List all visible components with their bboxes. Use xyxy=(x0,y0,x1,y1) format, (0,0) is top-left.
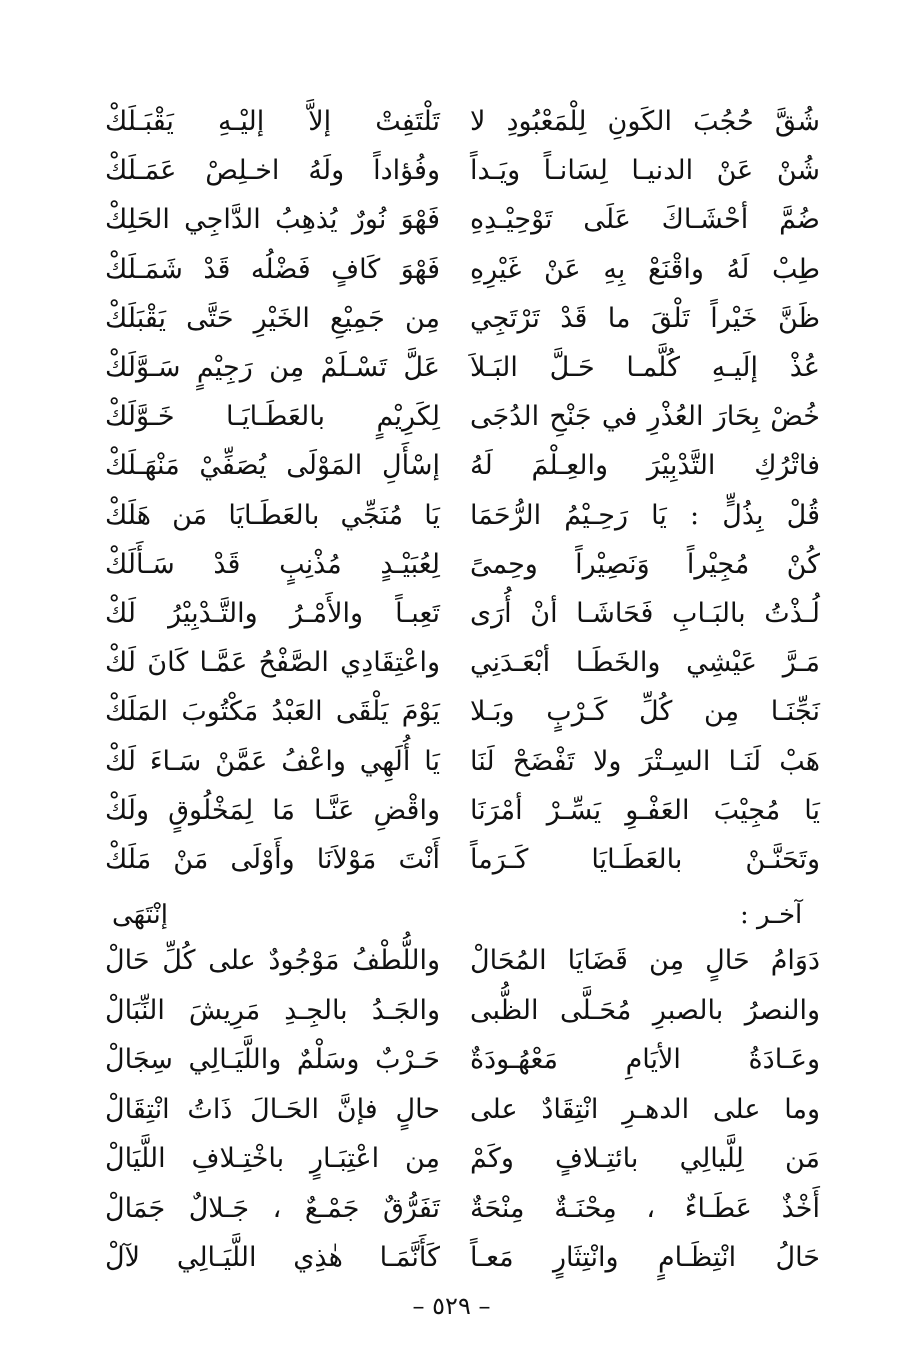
verse-second-hemistich: تَعِبـاً والأَمْـرُ والتَّـدْبِيْرُ لَكْ xyxy=(105,598,440,629)
page-number: – ٥٢٩ – xyxy=(412,1292,491,1320)
verse-first-hemistich: كُنْ مُجِيْراً وَنَصِيْراً وحِمىً xyxy=(470,548,820,580)
verse-second-hemistich: لِعُبَيْـدٍ مُذْنِبٍ قَدْ سَـأَلَكْ xyxy=(105,548,440,580)
verse-first-hemistich: طِبْ لَهُ واقْنَعْ بِهِ عَنْ غَيْرِهِ xyxy=(470,253,820,285)
verse-first-hemistich: عُذْ إلَيـهِ كُلَّمـا حَـلَّ البَـلاَ xyxy=(470,352,820,383)
verse-second-hemistich: تَفَرُّقٌ جَمْـعٌ ، جَـلالٌ جَمَالْ xyxy=(105,1192,440,1224)
verse-first-hemistich: قُلْ بِذُلٍّ : يَا رَحِـيْمُ الرُّحَمَا xyxy=(470,499,820,531)
verse-second-hemistich: مِن اعْتِبَـارٍ باخْتِـلافِ اللَّيَالْ xyxy=(105,1143,440,1174)
verse-first-hemistich: لُـذْتُ بالبَـابِ فَحَاشَـا أنْ أُرَى xyxy=(470,598,820,629)
verse-first-hemistich: هَبْ لَنَـا السِـتْرَ ولا تَفْضَحْ لَنَا xyxy=(470,745,820,777)
end-label: إنْتَهَى xyxy=(112,900,168,930)
verse-second-hemistich: يَوْمَ يَلْقَى العَبْدُ مَكْتُوبَ المَلَكْ xyxy=(105,696,440,728)
verse-first-hemistich: وعَـادَةُ الأيَامِ مَعْهُـودَةٌ xyxy=(470,1044,820,1075)
verse-first-hemistich: خُضْ بِحَارَ العُذْرِ في جَنْحِ الدُجَى xyxy=(470,401,820,433)
verse-second-hemistich: إسْأَلِ المَوْلَى يُصَفِّيْ مَنْهَـلَكْ xyxy=(105,450,440,482)
verse-first-hemistich: يَا مُجِيْبَ العَفْـوِ يَسِّـرْ أمْرَنَا xyxy=(470,794,820,826)
verse-first-hemistich: مَـرَّ عَيْشِي والخَطَـا أبْعَـدَنِي xyxy=(470,647,820,679)
verse-first-hemistich: أَخْذٌ عَطَـاءٌ ، مِحْنَـةٌ مِنْحَةٌ xyxy=(470,1192,820,1224)
verse-first-hemistich: حَالُ انْتِظَـامٍ وانْتِثَارٍ مَعـاً xyxy=(470,1242,820,1273)
verse-first-hemistich: ضُمَّ أحْشَـاكَ عَلَى تَوْحِيْـدِهِ xyxy=(470,204,820,236)
verse-second-hemistich: والجَـدُ بالجِـدِ مَرِيشَ النِّبَالْ xyxy=(105,994,440,1026)
verse-first-hemistich: وما على الدهـرِ انْتِقَادٌ على xyxy=(470,1093,820,1125)
verse-first-hemistich: دَوَامُ حَالٍ مِن قَضَايَا المُحَالْ xyxy=(470,945,820,976)
verse-second-hemistich: فَهْوَ كَافٍ فَضْلُه قَدْ شَمَـلَكْ xyxy=(105,253,440,285)
verse-second-hemistich: واللُّطْفُ مَوْجُودٌ على كُلِّ حَالْ xyxy=(105,945,440,976)
verse-second-hemistich: مِن جَمِيْعِ الخَيْرِ حَتَّى يَقْبَلَكْ xyxy=(105,302,440,334)
verse-first-hemistich: مَن لِلَّيالِي بائتِـلافٍ وكَمْ xyxy=(470,1143,820,1174)
verse-second-hemistich: يَا مُنَجِّي بالعَطَـايَا مَن هَلَكْ xyxy=(105,499,440,531)
verse-second-hemistich: واقْضِ عَنَّـا مَا لِمَخْلُوقٍ ولَكْ xyxy=(105,794,440,826)
verse-second-hemistich: كَأَنَّمَـا هٰذِي اللَّيَـالِي لآلْ xyxy=(105,1242,440,1273)
verse-second-hemistich: فَهْوَ نُورٌ يُذهِبُ الدَّاجِي الحَلِكْ xyxy=(105,204,440,236)
verse-second-hemistich: لِكَرِيْمٍ بالعَطَـايَـا خَـوَّلَكْ xyxy=(105,401,440,433)
verse-first-hemistich: شُقَّ حُجُبَ الكَونِ لِلْمَعْبُودِ لا xyxy=(470,106,820,137)
verse-second-hemistich: حَـرْبٌ وسَلْمٌ واللَّيَـالِي سِجَالْ xyxy=(105,1044,440,1075)
verse-second-hemistich: أَنْتَ مَوْلاَنَا وأَوْلَى مَنْ مَلَكْ xyxy=(105,844,440,875)
verse-second-hemistich: حالٍ فإنَّ الحَـالَ ذَاتُ انْتِقَالْ xyxy=(105,1093,440,1125)
verse-second-hemistich: واعْتِقَادِي الصَّفْحُ عَمَّـا كَانَ لَكْ xyxy=(105,647,440,679)
verse-second-hemistich: وفُؤاداً ولَهُ اخـلِصْ عَمَـلَكْ xyxy=(105,155,440,187)
verse-second-hemistich: عَلَّ تَسْـلَمْ مِن رَجِيْمٍ سَـوَّلَكْ xyxy=(105,352,440,383)
verse-first-hemistich: فاتْرُكِ التَّدْبِيْرَ والعِـلْمَ لَهُ xyxy=(470,450,820,482)
verse-first-hemistich: نَجِّنَـا مِن كُلِّ كَـرْبٍ وبَـلا xyxy=(470,696,820,728)
verse-second-hemistich: يَا أُلَهِي واعْفُ عَمَّنْ سَـاءَ لَكْ xyxy=(105,745,440,777)
verse-first-hemistich: وتَحَنَّـنْ بالعَطَـايَا كَـرَماً xyxy=(470,844,820,875)
verse-second-hemistich: تَلْتَفِتْ إلاَّ إليْـهِ يَقْبَـلَكْ xyxy=(105,106,440,137)
other-poem-label: آخـر : xyxy=(740,900,803,930)
verse-first-hemistich: ظَنَّ خَيْراً تَلْقَ ما قَدْ تَرْتَجِي xyxy=(470,302,820,334)
verse-first-hemistich: شُنْ عَنْ الدنيـا لِسَانـاً ويَـداً xyxy=(470,155,820,187)
verse-first-hemistich: والنصرُ بالصبرِ مُحَـلَّى الظُّبى xyxy=(470,994,820,1026)
